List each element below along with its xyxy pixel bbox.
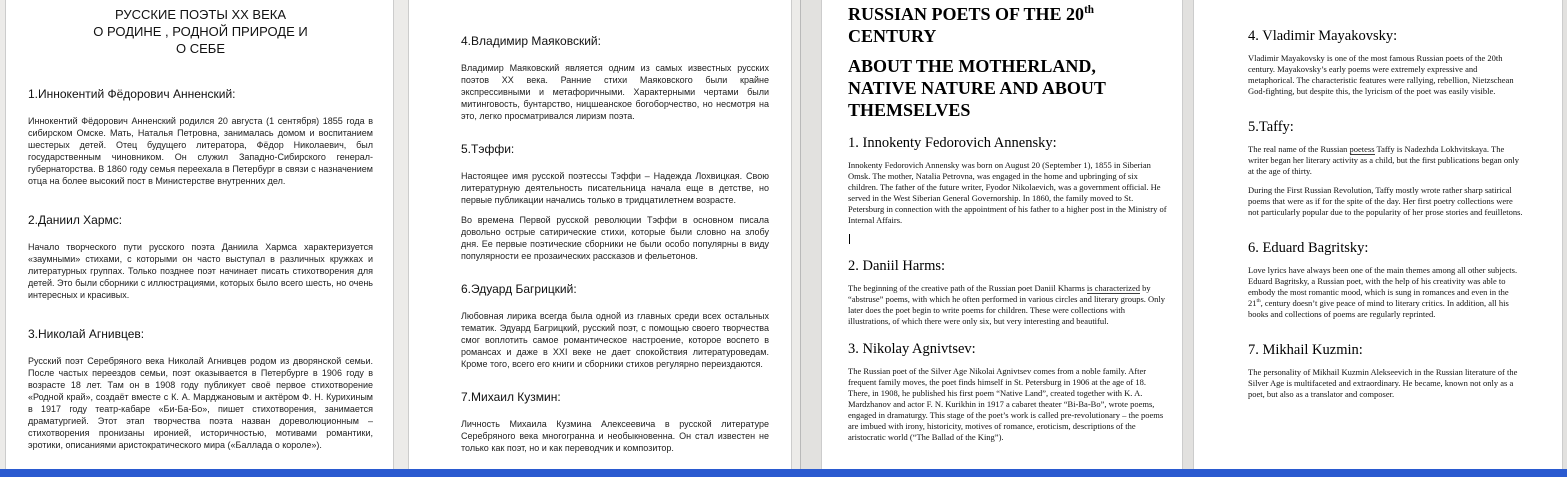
ru-doc-title[interactable] [28, 6, 373, 57]
section-paragraph[interactable]: During the First Russian Revolution, Taffy mostly wrote rather sharp satirical poems that were as if for the spite of the day. Her first poetry collections were not particularly popular due to the popularity of her prose stories and feuilletons. [1248, 185, 1523, 217]
en-page-2[interactable] [1193, 0, 1563, 469]
section-heading[interactable]: 4. Vladimir Mayakovsky: [1248, 28, 1398, 44]
en-doc-title[interactable] [848, 3, 1168, 47]
section-heading[interactable]: 6. Eduard Bagritsky: [1248, 240, 1369, 256]
ru-title-line-2: О РОДИНЕ , РОДНОЙ ПРИРОДЕ И [93, 24, 308, 39]
ru-section-taffy [461, 142, 769, 262]
section-paragraph[interactable]: The personality of Mikhail Kuzmin Alekseevich in the Russian literature of the Silver Age is multifaceted and extraordinary. He became, known not only as a poet, but also as a translator and composer. [1248, 367, 1518, 399]
section-heading[interactable]: 3.Николай Агнивцев: [28, 327, 145, 341]
en-section-annensky [848, 135, 1168, 226]
ru-title-line-1: РУССКИЕ ПОЭТЫ XX ВЕКА [114, 7, 287, 22]
text-cursor [849, 234, 850, 244]
section-heading[interactable]: 5.Тэффи: [461, 142, 515, 156]
section-heading[interactable]: 7.Михаил Кузмин: [461, 390, 561, 404]
section-paragraph[interactable]: The Russian poet of the Silver Age Nikolai Agnivtsev comes from a noble family. After frequent family moves, the poet finds himself in St. Petersburg in 1906 at the age of 18. There, in 1908, he published his first poem “Native Land”, created together with K. A. Mardzhanov and actor F. N. Kurikhin in 1917 a cabaret theater “Bi-Ba-Bo”, wrote poems, engaged in dramaturgy. This stage of the poet’s work is called pre-revolutionary – the poems are imbued with irony, historicity, motives of romance, eroticism, descriptions of the aristocratic world (“The Ballad of the King”). [848, 366, 1164, 442]
ru-page-1[interactable] [5, 0, 394, 469]
ru-title-line-3: О СЕБЕ [176, 41, 225, 56]
section-paragraph[interactable]: Love lyrics have always been one of the main themes among all other subjects. Eduard Bagritsky, a Russian poet, with the help of his creativity was able to embody the most romantic mood, which is sung in romances and even in the 21th, century doesn’t give peace of mind to literary critics. In addition, all his books and collections of poems are regularly reprinted. [1248, 265, 1518, 319]
section-heading[interactable]: 4.Владимир Маяковский: [461, 34, 601, 48]
section-heading[interactable]: 1.Иннокентий Фёдорович Анненский: [28, 87, 236, 101]
section-paragraph[interactable]: The real name of the Russian poetess Taffy is Nadezhda Lokhvitskaya. The writer began her literary activity as a child, but the first publications began only at the age of thirty. [1248, 144, 1519, 176]
section-heading[interactable]: 2. Daniil Harms: [848, 258, 946, 274]
section-heading[interactable]: 5.Taffy: [1248, 119, 1294, 135]
section-paragraph[interactable]: Во времена Первой русской революции Тэффи в основном писала довольно острые сатирические стихи, которые были словно на злобу дня. Ее первые поэтические сборники не были особо популярны в виду популярности ее прозаических рассказов и фельетонов. [461, 215, 769, 261]
section-heading[interactable]: 2.Даниил Хармс: [28, 213, 123, 227]
status-bar[interactable] [0, 469, 1567, 477]
section-paragraph[interactable]: Иннокентий Фёдорович Анненский родился 20 августа (1 сентября) 1855 года в сибирском Омске. Мать, Наталья Петровна, занималась домом и воспитанием шестерых детей. Отец будущего литератора, Фёдор Николаевич, был государственным чиновником. Он служил Западно-Сибирского генерал-губернаторства. В 1860 году семья переехала в Петербург в связи с назначением отца на более высокий пост в Министерстве внутренних дел. [28, 116, 373, 186]
en-section-mayakovsky [1248, 28, 1524, 97]
section-heading[interactable]: 7. Mikhail Kuzmin: [1248, 342, 1363, 358]
ru-section-kuzmin [461, 390, 769, 454]
ru-section-annensky [28, 87, 373, 187]
en-section-kuzmin [1248, 342, 1524, 400]
en-title-line-1: RUSSIAN POETS OF THE 20th [848, 4, 1094, 24]
section-paragraph[interactable]: Начало творческого пути русского поэта Даниила Хармса характеризуется «заумными» стихами, с которыми он часто выступал в различных кружках и литературных группах. Только позднее поэт начинает писать стихотворения для детей. Это были сборники с иллюстрациями, которых было всего шесть, но очень интересных и красивых. [28, 242, 373, 300]
en-page-1[interactable] [821, 0, 1183, 469]
en-doc-subtitle[interactable]: ABOUT THE MOTHERLAND, NATIVE NATURE AND ABOUT THEMSELVES [848, 56, 1106, 120]
ru-section-bagritsky [461, 282, 769, 370]
section-paragraph[interactable]: Innokenty Fedorovich Annensky was born on August 20 (September 1), 1855 in Siberian Omsk. The mother, Natalia Petrovna, was engaged in the home and upbringing of six children. The father of the future writer, Fyodor Nikolaevich, was a government official. He served in the West Siberian General Governorship. In 1860, the family moved to St. Petersburg in connection with the appointment of his father to a higher post in the Ministry of Internal Affairs. [848, 160, 1167, 225]
section-paragraph[interactable]: Настоящее имя русской поэтессы Тэффи – Надежда Лохвицкая. Свою литературную деятельность писательница начала еще в детстве, но первые публикации начались только в тридцатилетнем возрасте. [461, 171, 769, 205]
section-paragraph[interactable]: Любовная лирика всегда была одной из главных среди всех остальных тематик. Эдуард Багрицкий, русский поэт, с помощью своего творчества смог воплотить самое романтическое настроение, которое воспето в романсах и даже в XXI веке не дает спокойствия литературоведам. Кроме того, всего его книги и сборники стихов регулярно переиздаются. [461, 311, 769, 369]
ru-section-harms [28, 213, 373, 301]
section-paragraph[interactable]: Личность Михаила Кузмина Алексеевича в русской литературе Серебряного века многогранна и необыкновенна. Он стал известен не только как поэт, но и как переводчик и композитор. [461, 419, 769, 453]
ru-page-2[interactable] [408, 0, 792, 469]
en-section-taffy [1248, 119, 1524, 218]
section-paragraph[interactable]: Русский поэт Серебряного века Николай Агнивцев родом из дворянской семьи. После частых переездов семьи, поэт оказывается в Петербурге в 1906 году в возрасте 18 лет. Там он в 1908 году публикует своё первое стихотворение «Родной край», создаёт вместе с К. А. Марджановым и актёром Ф. Н. Курихиным в 1917 году театр-кабаре «Би-Ба-Бо», пишет стихотворения, занимается драматургией. Этот этап творчества поэта назван дореволюционным – стихотворения пронизаны иронией, историчностью, мотивами романтики, эротики, описаниями аристократического мира («Баллада о короле»). [28, 356, 373, 450]
section-paragraph[interactable]: Vladimir Mayakovsky is one of the most famous Russian poets of the 20th century. Mayakovsky’s early poems were extremely expressive and metaphorical. The characteristic features were rallying, rebellion, Nietzschean God-fighting, but despite this, the lyricism of the poet was easily visible. [1248, 53, 1514, 96]
section-paragraph[interactable]: The beginning of the creative path of the Russian poet Daniil Kharms is characterized by “abstruse” poems, with which he often performed in various circles and literary groups. Only later does the poet begin to write poems for children. These were collections with illustrations, of which there were only six, but very interesting and beautiful. [848, 283, 1166, 326]
en-title-line-2: CENTURY [848, 26, 937, 46]
english-doc-window [800, 0, 1567, 469]
ru-section-mayakovsky [461, 34, 769, 122]
section-heading[interactable]: 6.Эдуард Багрицкий: [461, 282, 577, 296]
ru-section-agnivtsev [28, 327, 373, 451]
section-heading[interactable]: 1. Innokenty Fedorovich Annensky: [848, 135, 1057, 151]
section-paragraph[interactable]: Владимир Маяковский является одним из самых известных русских поэтов XX века. Ранние стихи Маяковского были крайне экспрессивными и метафоричными. Характерными чертами были митинговость, бунтарство, ницшеанское богоборчество, но несмотря на это, легко просматривался лиризм поэта. [461, 63, 769, 121]
section-heading[interactable]: 3. Nikolay Agnivtsev: [848, 341, 976, 357]
en-section-agnivtsev [848, 341, 1168, 443]
en-section-bagritsky [1248, 240, 1524, 320]
en-section-harms [848, 258, 1168, 327]
